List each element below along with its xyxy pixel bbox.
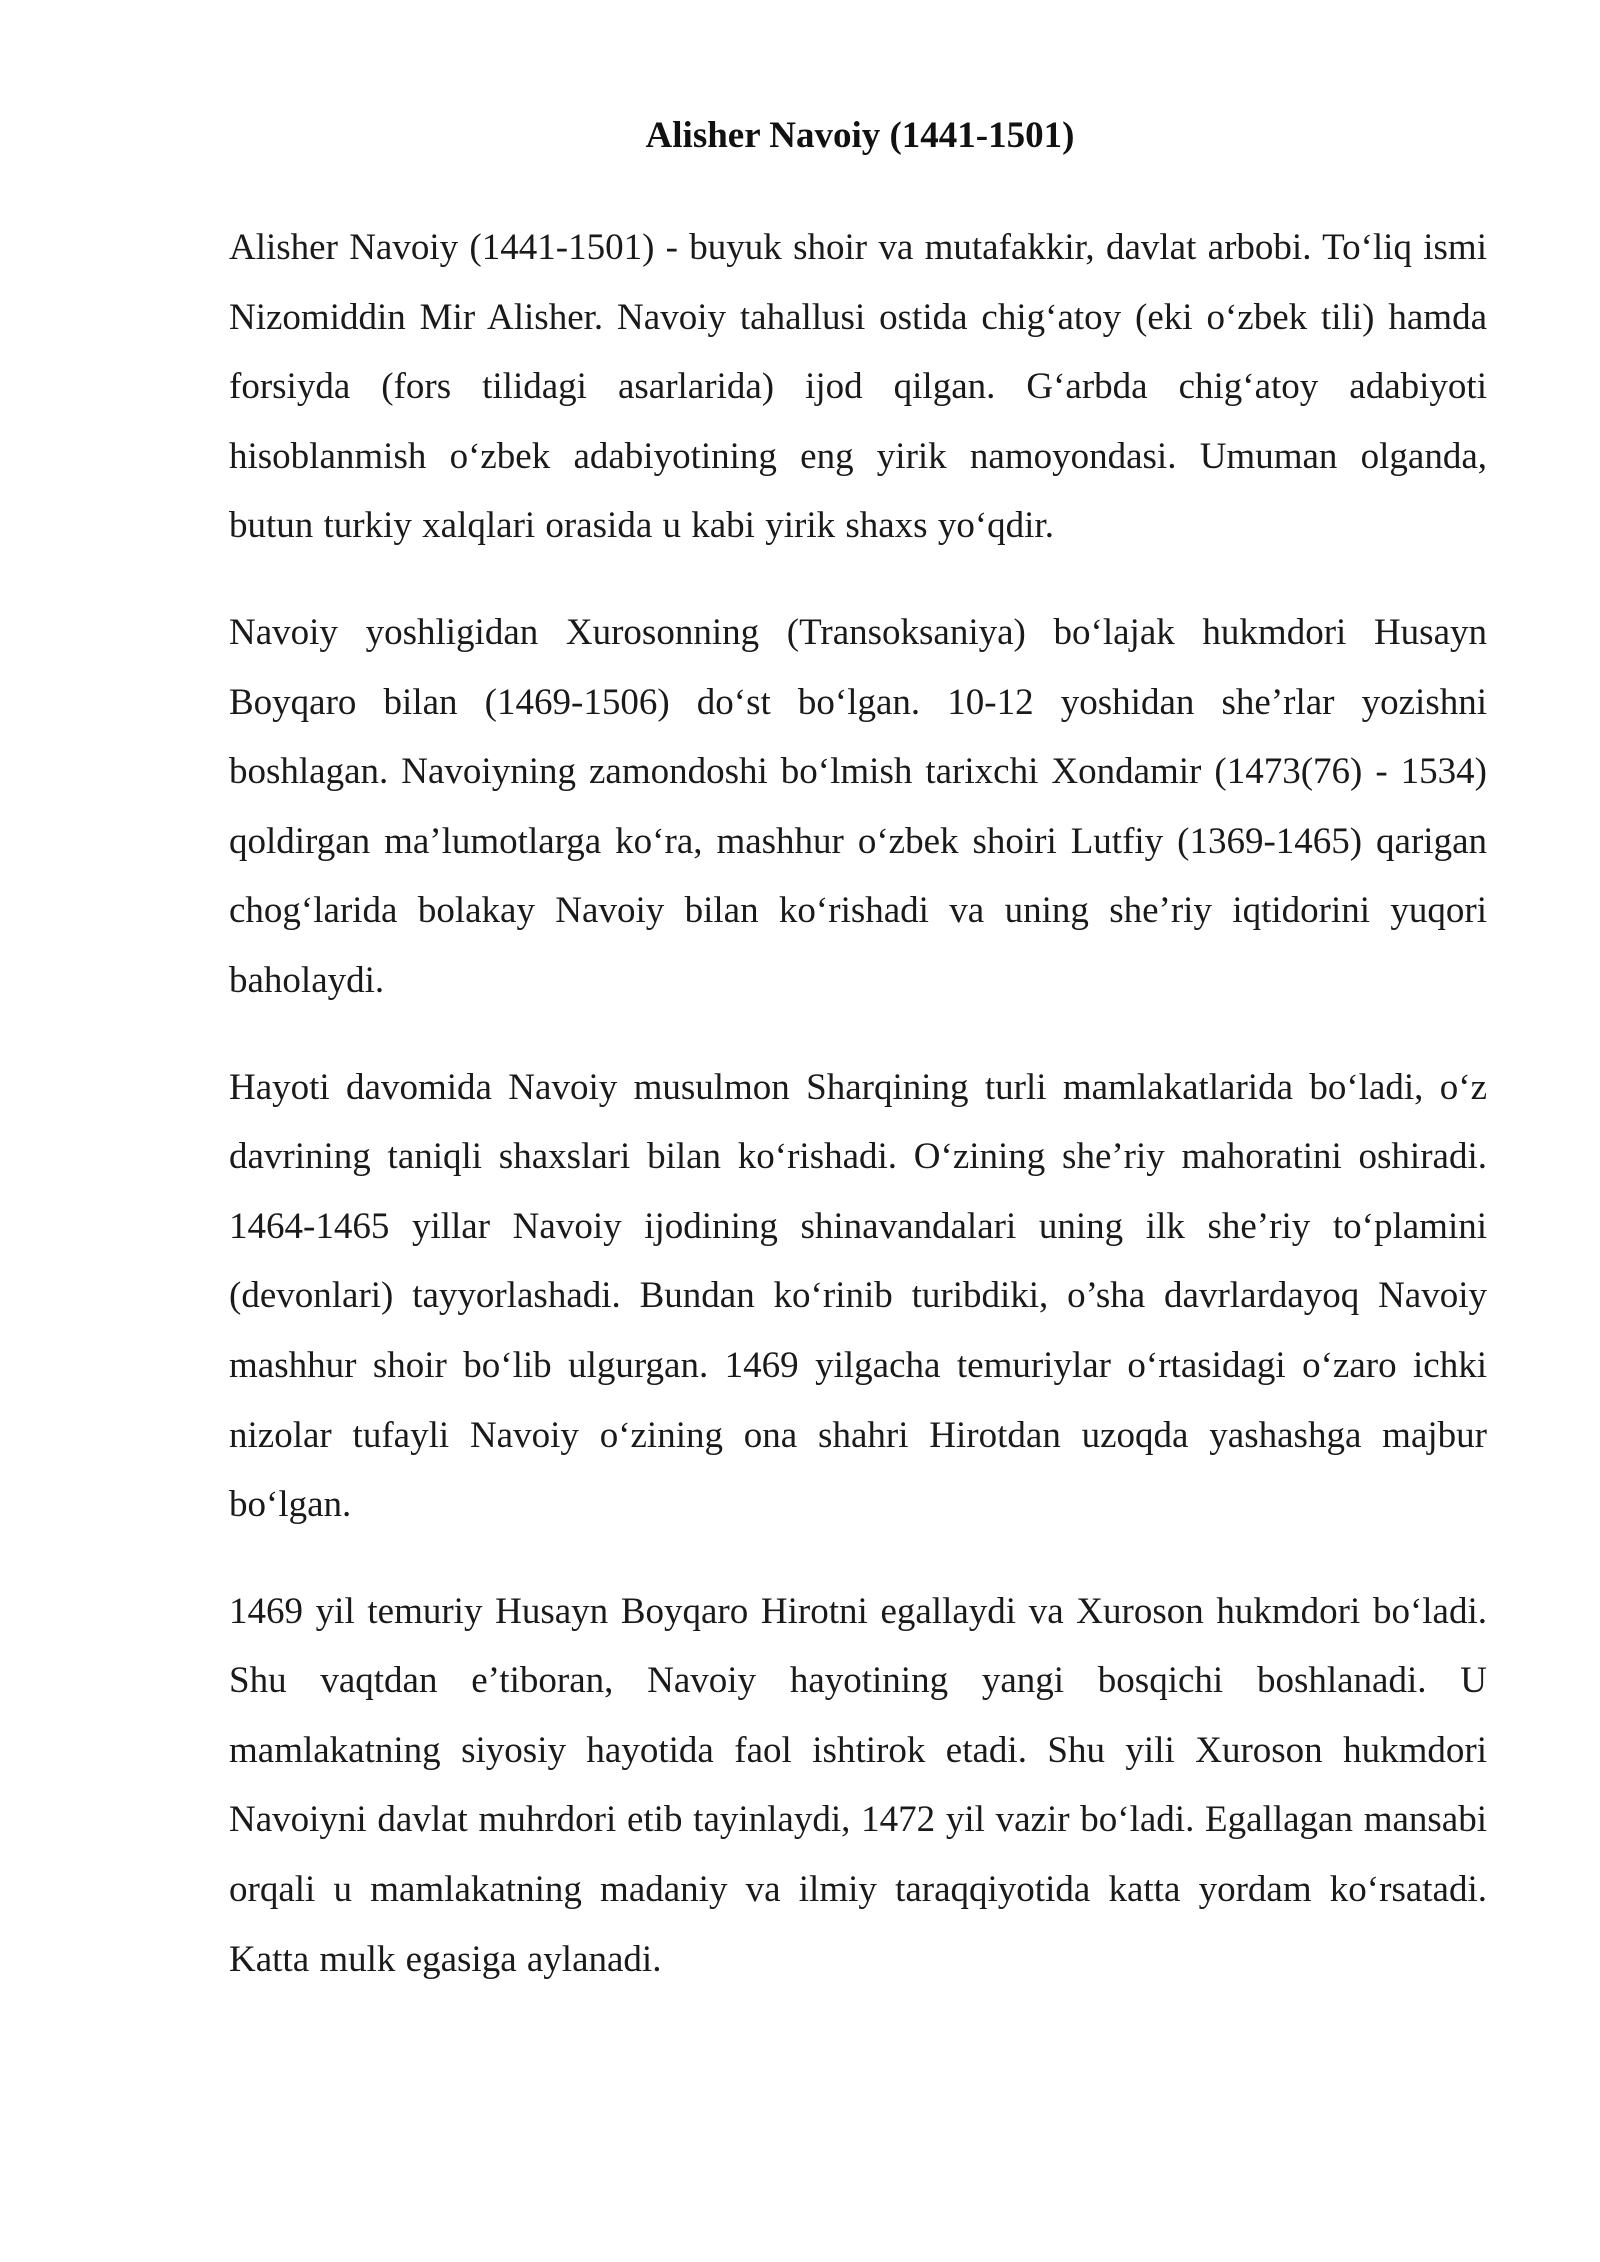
paragraph-4: 1469 yil temuriy Husayn Boyqaro Hirotni egallaydi va Xuroson hukmdori bo‘ladi. Shu vaqtdan e’tiboran, Navoiy hayotining yangi bosqichi boshlanadi. U mamlakatning siyosiy hayotida faol ishtirok etadi. Shu yili Xuroson hukmdori Navoiyni davlat muhrdori etib tayinlaydi, 1472 yil vazir bo‘ladi. Egallagan mansabi orqali u mamlakatning madaniy va ilmiy taraqqiyotida katta yordam ko‘rsatadi. Katta mulk egasiga aylanadi. [229, 1590, 1487, 1980]
paragraph-2: Navoiy yoshligidan Xurosonning (Transoksaniya) bo‘lajak hukmdori Husayn Boyqaro bilan (1469-1506) do‘st bo‘lgan. 10-12 yoshidan she’rlar yozishni boshlagan. Navoiyning zamondoshi bo‘lmish tarixchi Xondamir (1473(76) - 1534) qoldirgan ma’lumotlarga ko‘ra, mashhur o‘zbek shoiri Lutfiy (1369-1465) qarigan chog‘larida bolakay Navoiy bilan ko‘rishadi va uning she’riy iqtidorini yuqori baholaydi. [229, 611, 1487, 1001]
document-body [229, 213, 1487, 2031]
document-title: Alisher Navoiy (1441-1501) [645, 115, 1075, 156]
paragraph-3: Hayoti davomida Navoiy musulmon Sharqining turli mamlakatlarida bo‘ladi, o‘z davrining taniqli shaxslari bilan ko‘rishadi. O‘zining she’riy mahoratini oshiradi. 1464-1465 yillar Navoiy ijodining shinavandalari uning ilk she’riy to‘plamini (devonlari) tayyorlashadi. Bundan ko‘rinib turibdiki, o’sha davrlardayoq Navoiy mashhur shoir bo‘lib ulgurgan. 1469 yilgacha temuriylar o‘rtasidagi o‘zaro ichki nizolar tufayli Navoiy o‘zining ona shahri Hirotdan uzoqda yashashga majbur bo‘lgan. [229, 1066, 1487, 1526]
paragraph-1: Alisher Navoiy (1441-1501) - buyuk shoir va mutafakkir, davlat arbobi. To‘liq ismi Nizomiddin Mir Alisher. Navoiy tahallusi ostida chig‘atoy (eki o‘zbek tili) hamda forsiyda (fors tilidagi asarlarida) ijod qilgan. G‘arbda chig‘atoy adabiyoti hisoblanmish o‘zbek adabiyotining eng yirik namoyondasi. Umuman olganda, butun turkiy xalqlari orasida u kabi yirik shaxs yo‘qdir. [229, 227, 1487, 547]
